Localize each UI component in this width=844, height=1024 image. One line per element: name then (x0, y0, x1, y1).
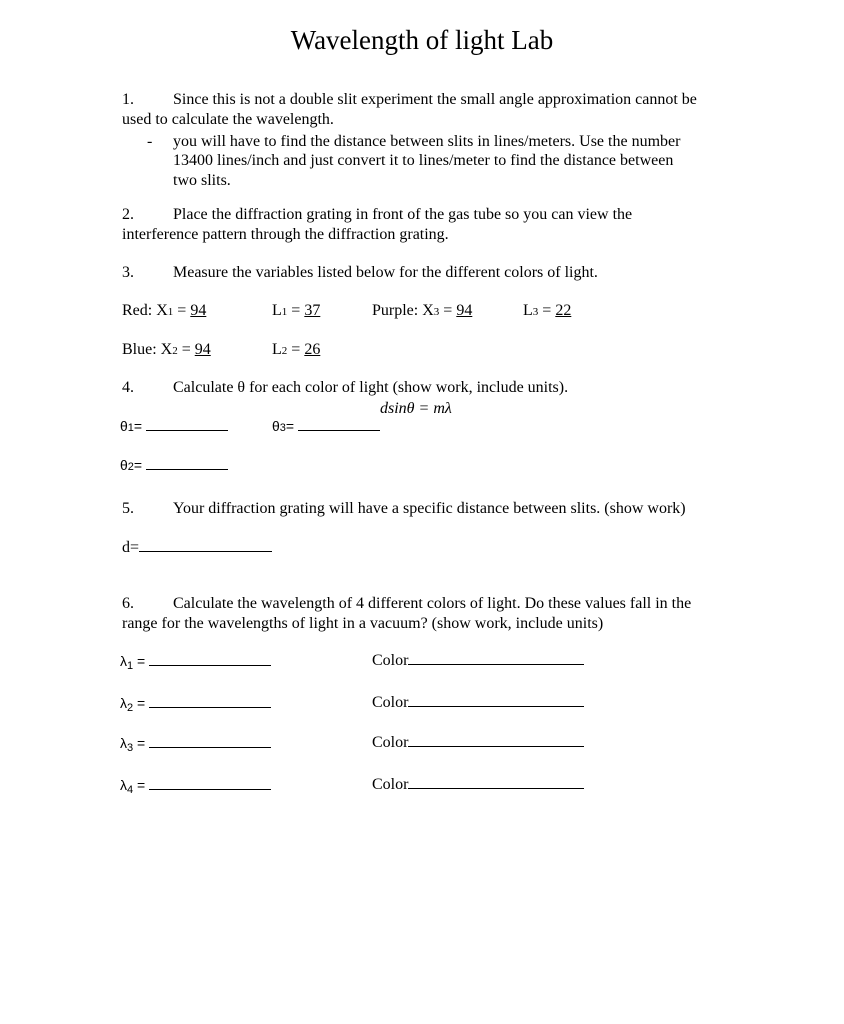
purple-l3-measure (523, 301, 571, 322)
l3-label: L (523, 302, 533, 319)
purple-x-label: Purple: X (372, 302, 434, 319)
lambda-symbol: λ (120, 653, 127, 669)
red-l1-measure (272, 301, 320, 322)
q1-subline3: two slits. (173, 172, 231, 189)
theta3-subscript: 3 (279, 422, 286, 434)
l3-subscript: 3 (532, 306, 539, 318)
lambda1-subscript: 1 (127, 660, 134, 672)
equals-sign: = (538, 302, 556, 319)
purple-x3-measure (372, 301, 472, 322)
color3-blank[interactable] (408, 746, 584, 747)
color-label: Color (372, 734, 409, 751)
color-label: Color (372, 694, 409, 711)
lambda1-blank[interactable] (149, 665, 271, 666)
blue-x2-measure (122, 340, 211, 361)
q2-number: 2. (122, 206, 134, 223)
x1-value: 94 (190, 302, 207, 319)
color2-blank[interactable] (408, 706, 584, 707)
lambda-symbol: λ (120, 777, 127, 793)
q4-number: 4. (122, 379, 134, 396)
q5-number: 5. (122, 500, 134, 517)
q3-number: 3. (122, 264, 134, 281)
page-title: Wavelength of light Lab (290, 25, 554, 55)
x2-value: 94 (194, 341, 211, 358)
equals-sign: = (439, 302, 457, 319)
lambda1-answer (120, 653, 271, 672)
color3-answer (372, 733, 584, 752)
lambda3-blank[interactable] (149, 747, 271, 748)
color-label: Color (372, 776, 409, 793)
theta2-subscript: 2 (127, 461, 134, 473)
equals-sign: = (133, 418, 143, 434)
d-blank[interactable] (139, 551, 272, 552)
theta2-answer (120, 457, 228, 473)
equals-sign: = (173, 302, 191, 319)
color1-answer (372, 651, 584, 670)
x3-value: 94 (456, 302, 473, 319)
lambda4-answer (120, 777, 271, 796)
equals-sign: = (177, 341, 195, 358)
q2-line1: Place the diffraction grating in front of the gas tube so you can view the (173, 206, 633, 223)
theta-symbol: θ (120, 457, 128, 473)
q4-text: Calculate θ for each color of light (show work, include units). (173, 379, 569, 396)
lambda3-answer (120, 735, 271, 754)
equals-sign: = (285, 418, 295, 434)
theta-symbol: θ (120, 418, 128, 434)
q1-line1: Since this is not a double slit experiment the small angle approximation cannot be (173, 91, 697, 108)
theta1-blank[interactable] (146, 430, 228, 431)
equals-sign: = (287, 302, 305, 319)
equals-sign: = (133, 695, 146, 711)
blue-x-label: Blue: X (122, 341, 173, 358)
grating-formula: dsinθ = mλ (380, 400, 452, 417)
l1-label: L (272, 302, 282, 319)
d-answer (122, 538, 272, 557)
blue-l2-measure (272, 340, 320, 361)
l1-value: 37 (304, 302, 321, 319)
d-label: d= (122, 539, 140, 556)
lambda-symbol: λ (120, 695, 127, 711)
color-label: Color (372, 652, 409, 669)
lambda3-subscript: 3 (127, 742, 134, 754)
q6-number: 6. (122, 595, 134, 612)
equals-sign: = (287, 341, 305, 358)
theta2-blank[interactable] (146, 469, 228, 470)
color4-answer (372, 775, 584, 794)
lambda2-blank[interactable] (149, 707, 271, 708)
q1-line2: used to calculate the wavelength. (122, 111, 334, 128)
red-x-label: Red: X (122, 302, 168, 319)
lambda4-subscript: 4 (127, 784, 134, 796)
lambda2-subscript: 2 (127, 702, 134, 714)
q1-subline2: 13400 lines/inch and just convert it to lines/meter to find the distance between (173, 152, 674, 169)
theta1-answer (120, 418, 228, 434)
x2-subscript: 2 (172, 345, 178, 357)
q1-number: 1. (122, 91, 134, 108)
l1-subscript: 1 (281, 306, 288, 318)
theta1-subscript: 1 (127, 422, 134, 434)
x1-subscript: 1 (167, 306, 174, 318)
q5-text: Your diffraction grating will have a specific distance between slits. (show work) (173, 500, 686, 517)
lambda-symbol: λ (120, 735, 127, 751)
l2-label: L (272, 341, 282, 358)
color1-blank[interactable] (408, 664, 584, 665)
l3-value: 22 (555, 302, 572, 319)
equals-sign: = (133, 777, 146, 793)
color4-blank[interactable] (408, 788, 584, 789)
theta-symbol: θ (272, 418, 280, 434)
l2-value: 26 (304, 341, 321, 358)
color2-answer (372, 693, 584, 712)
equals-sign: = (133, 653, 146, 669)
red-x1-measure (122, 301, 206, 322)
q6-line1: Calculate the wavelength of 4 different colors of light. Do these values fall in the (173, 595, 692, 612)
l2-subscript: 2 (281, 345, 288, 357)
x3-subscript: 3 (433, 306, 440, 318)
lambda4-blank[interactable] (149, 789, 271, 790)
theta3-answer (272, 418, 380, 434)
q2-line2: interference pattern through the diffraction grating. (122, 226, 449, 243)
theta3-blank[interactable] (298, 430, 380, 431)
lambda2-answer (120, 695, 271, 714)
q3-text: Measure the variables listed below for the different colors of light. (173, 264, 598, 281)
equals-sign: = (133, 457, 143, 473)
q1-subline1: you will have to find the distance between slits in lines/meters. Use the number (173, 133, 681, 150)
equals-sign: = (133, 735, 146, 751)
q6-line2: range for the wavelengths of light in a vacuum? (show work, include units) (122, 615, 604, 632)
q1-bullet: - (147, 133, 153, 150)
